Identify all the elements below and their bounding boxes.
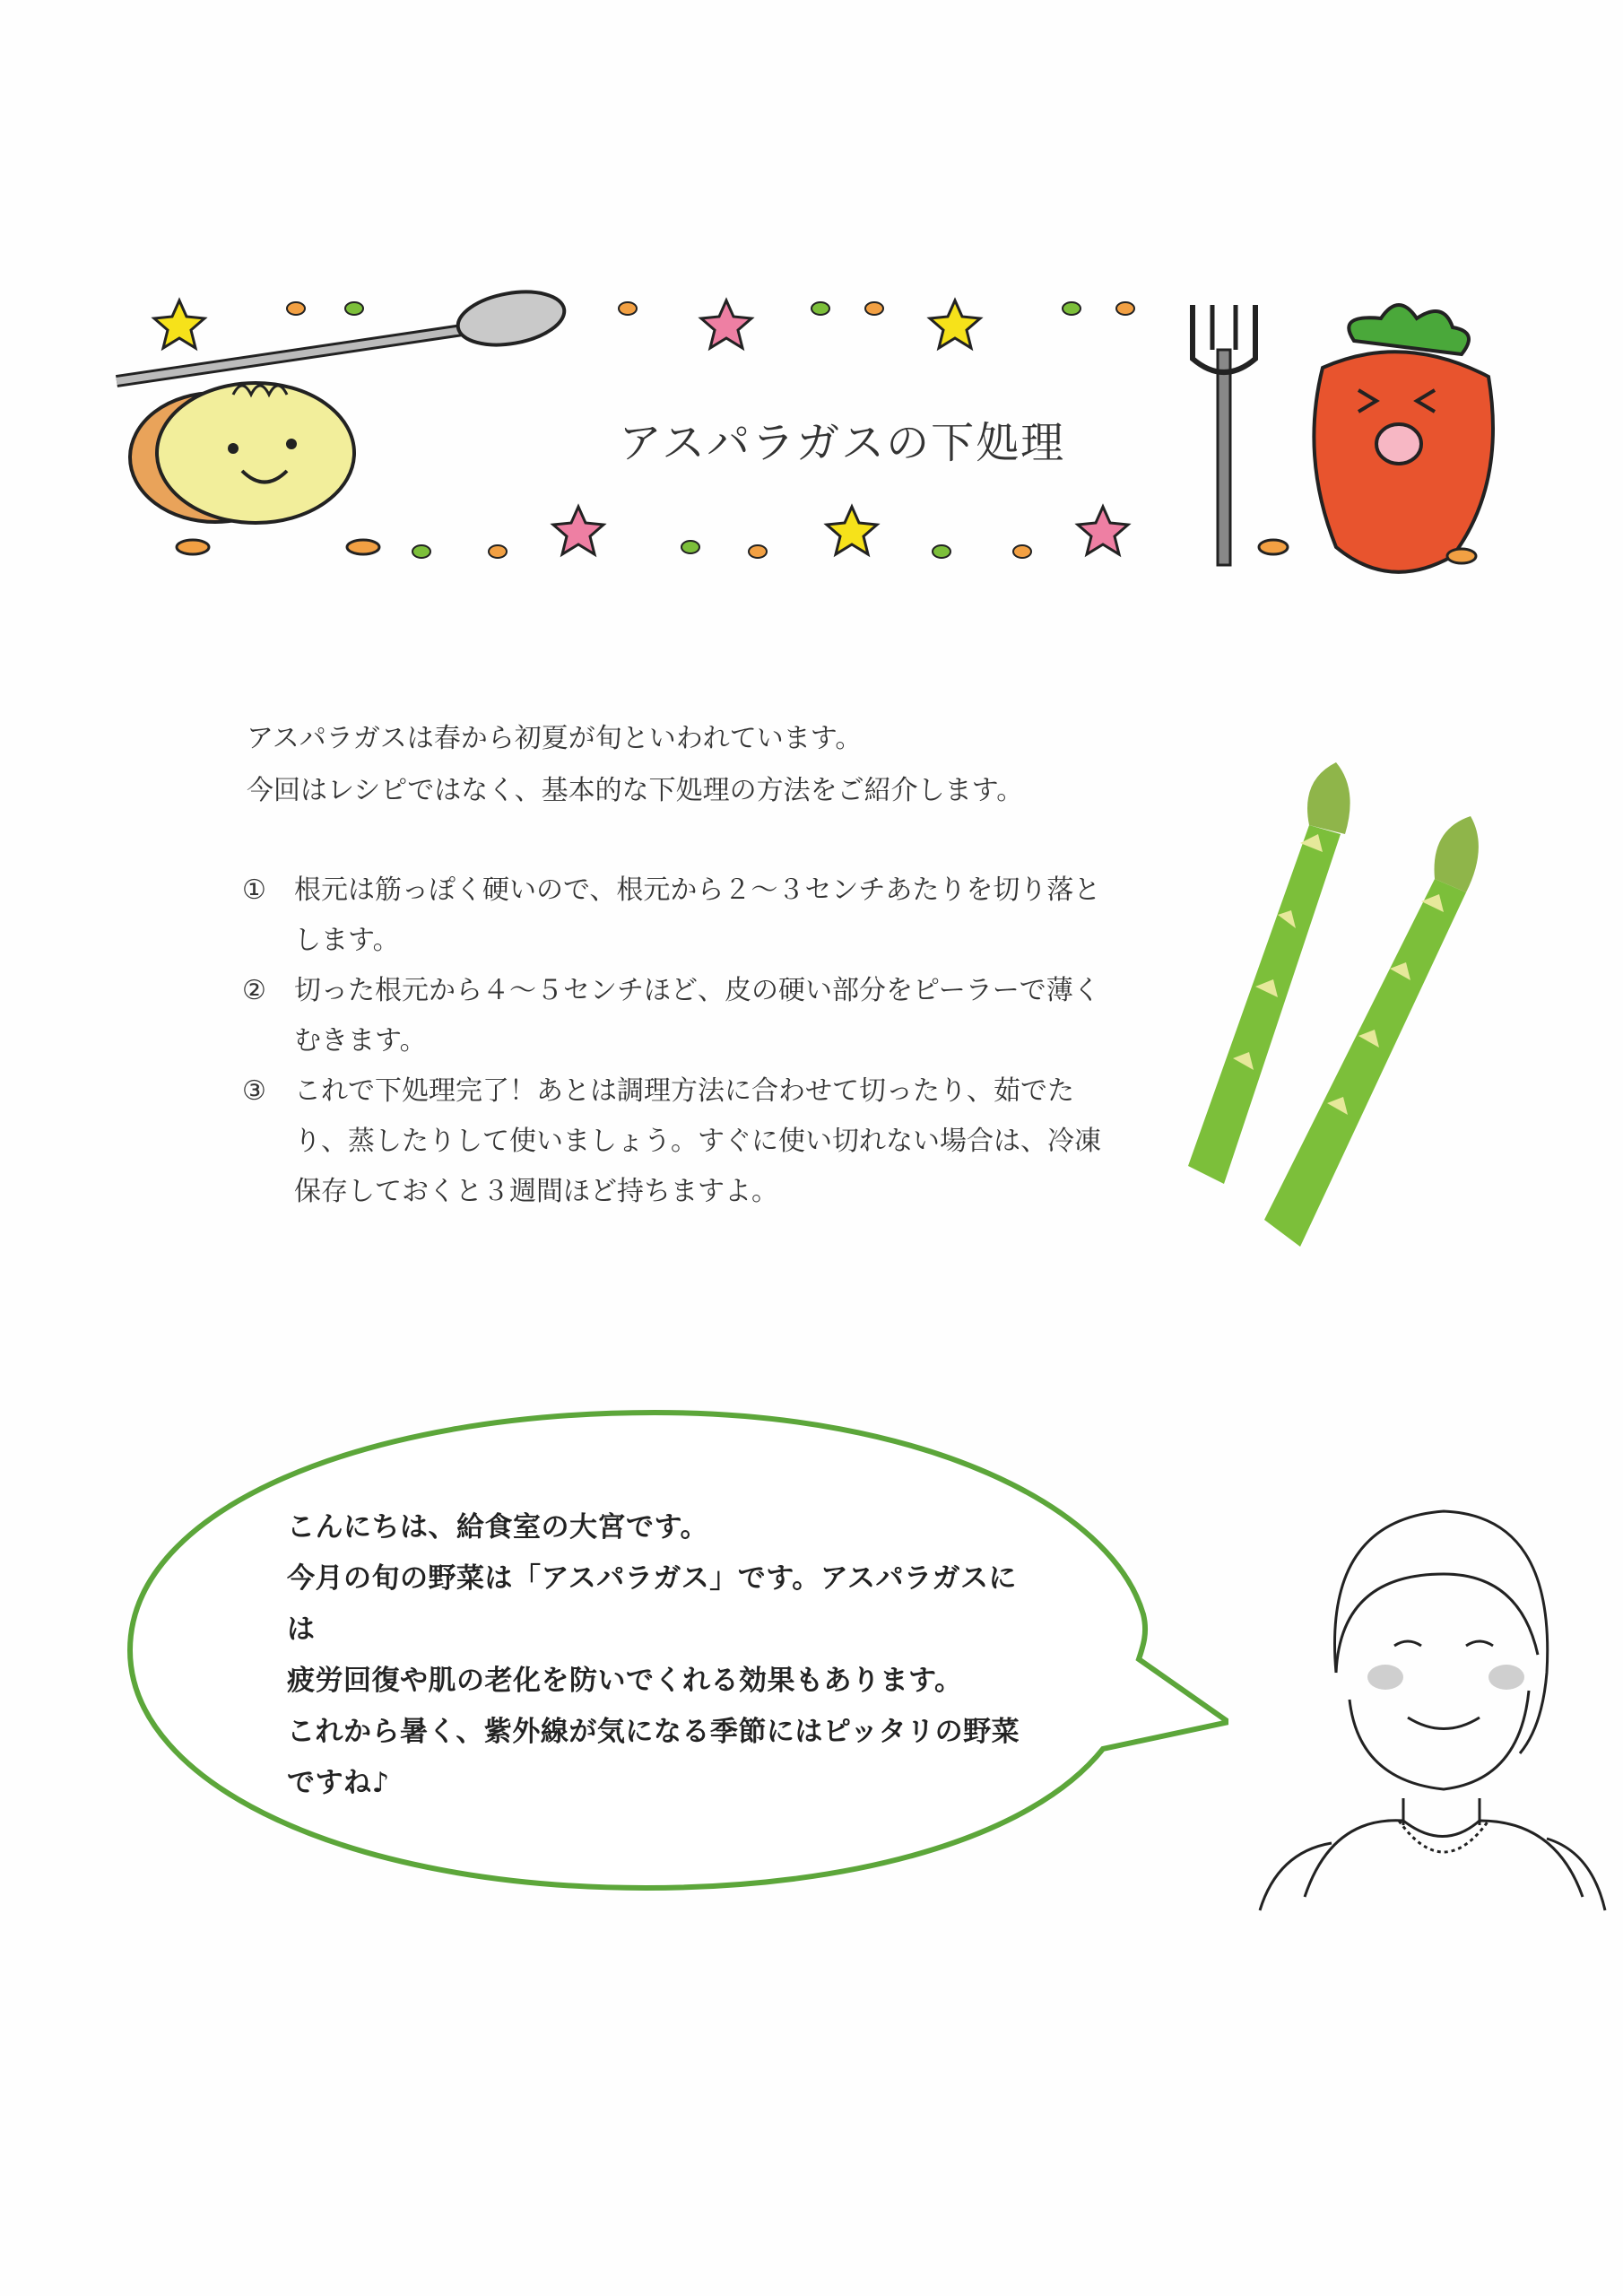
step-text: これで下処理完了！あとは調理方法に合わせて切ったり、茹でたり、蒸したりして使いましょう。すぐに使い切れない場合は、冷凍保存しておくと３週間ほど持ちますよ。: [294, 1075, 1101, 1207]
step-number: ①: [242, 874, 266, 906]
intro-line-1: アスパラガスは春から初夏が旬といわれています。: [247, 723, 863, 754]
step-text: 切った根元から４〜５センチほど、皮の硬い部分をピーラーで薄くむきます。: [294, 975, 1100, 1057]
message-line-1: こんにちは、給食室の大宮です。: [287, 1511, 709, 1544]
message-line-5: ですね♪: [287, 1767, 390, 1799]
carrot-character-illustration: [1259, 305, 1493, 572]
onion-character-illustration: [130, 383, 379, 554]
message-line-3: 疲労回復や肌の老化を防いでくれる効果もあります。: [287, 1665, 963, 1697]
message-text: [287, 1502, 1031, 1809]
list-item: [242, 966, 1103, 1066]
intro-text: [247, 713, 1023, 817]
message-line-2: 今月の旬の野菜は「アスパラガス」です。アスパラガスには: [287, 1562, 1018, 1646]
list-item: [242, 865, 1103, 966]
page-title: アスパラガスの下処理: [619, 418, 1066, 468]
step-list: [242, 865, 1103, 1217]
fork-illustration: [1193, 305, 1255, 565]
list-item: [242, 1066, 1103, 1217]
intro-line-2: 今回はレシピではなく、基本的な下処理の方法をご紹介します。: [247, 775, 1024, 806]
step-number: ③: [242, 1075, 266, 1107]
asparagus-illustration: [1175, 762, 1533, 1265]
step-text: 根元は筋っぽく硬いので、根元から２〜３センチあたりを切り落とします。: [294, 874, 1101, 956]
message-line-4: これから暑く、紫外線が気になる季節にはピッタリの野菜: [287, 1716, 1020, 1748]
step-number: ②: [242, 975, 266, 1006]
portrait-illustration: [1251, 1493, 1610, 1915]
